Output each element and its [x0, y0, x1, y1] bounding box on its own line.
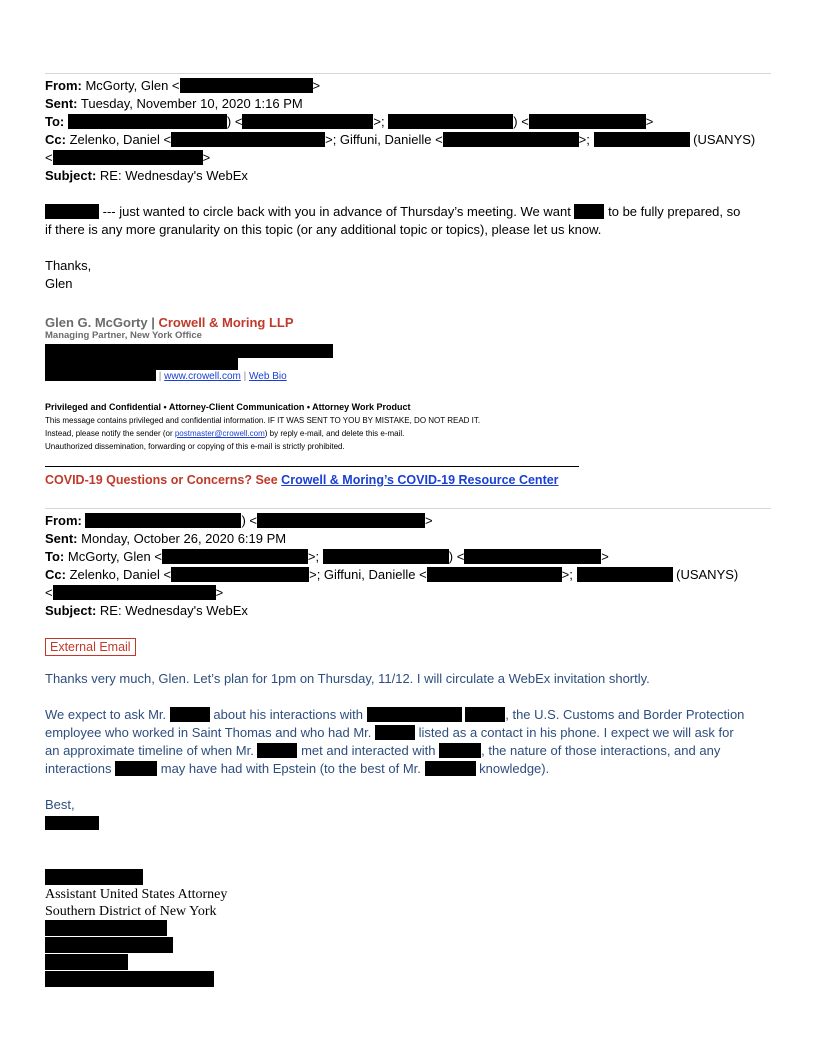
- email1-from: From: McGorty, Glen < >: [45, 78, 321, 93]
- redaction: [464, 549, 601, 564]
- web-bio-link[interactable]: Web Bio: [249, 371, 287, 382]
- redaction: [45, 971, 214, 987]
- redaction: [53, 150, 203, 165]
- sent-value: Monday, October 26, 2020 6:19 PM: [81, 531, 287, 546]
- redaction: [257, 743, 297, 758]
- notice-line2: Instead, please notify the sender (or postmaster@crowell.com) by reply e-mail, and delete this e-mail.: [45, 429, 405, 438]
- subject-value: RE: Wednesday's WebEx: [99, 603, 248, 618]
- email1-to: To: ) < >; ) < >: [45, 114, 654, 129]
- redaction: [115, 761, 157, 776]
- redaction: [180, 78, 313, 93]
- covid-resource-link[interactable]: Crowell & Moring’s COVID-19 Resource Center: [281, 473, 559, 487]
- best-text: Best,: [45, 797, 75, 812]
- redaction: [45, 369, 156, 381]
- email2-subject: [45, 602, 248, 620]
- redaction: [257, 513, 425, 528]
- email2-p2-line1: We expect to ask Mr. about his interactions with , the U.S. Customs and Border Protection: [45, 707, 745, 722]
- redaction: [439, 743, 481, 758]
- redaction: [171, 567, 309, 582]
- cc-name2: >; Giffuni, Danielle <: [309, 567, 427, 582]
- email1-subject: [45, 167, 248, 185]
- redaction: [45, 937, 173, 953]
- signature-name: Glen G. McGorty: [45, 315, 148, 330]
- email1-sent: [45, 95, 303, 113]
- sent-label: Sent:: [45, 96, 78, 111]
- email2-p2-line2: employee who worked in Saint Thomas and who had Mr. listed as a contact in his phone. I expect we will ask for: [45, 725, 734, 740]
- redaction: [45, 954, 128, 970]
- redaction: [45, 869, 143, 885]
- sent-label: Sent:: [45, 531, 78, 546]
- email1-cc-cont: < >: [45, 150, 211, 165]
- email2-sent: [45, 530, 286, 548]
- redaction: [53, 585, 216, 600]
- external-email-tag: External Email: [45, 638, 136, 656]
- redaction: [427, 567, 562, 582]
- from-label: From:: [45, 78, 82, 93]
- website-link[interactable]: www.crowell.com: [164, 371, 241, 382]
- redaction: [45, 204, 99, 219]
- email2-p2-line3: an approximate timeline of when Mr. met and interacted with , the nature of those interactions, and any: [45, 743, 721, 758]
- postmaster-link[interactable]: postmaster@crowell.com: [174, 429, 265, 438]
- redaction: [171, 132, 325, 147]
- top-divider: [45, 73, 771, 74]
- firm-name: Crowell & Moring LLP: [158, 315, 294, 330]
- cc-usanys: (USANYS): [676, 567, 739, 582]
- cc-name1: Zelenko, Daniel <: [69, 132, 172, 147]
- redaction: [45, 920, 167, 936]
- email2-cc: Cc: Zelenko, Daniel < >; Giffuni, Danielle < >; (USANYS): [45, 567, 739, 582]
- redaction: [45, 816, 99, 830]
- notice-line1: This message contains privileged and confidential information. IF IT WAS SENT TO YOU BY MISTAKE, DO NOT READ IT.: [45, 416, 481, 425]
- redaction: [170, 707, 210, 722]
- redaction: [529, 114, 646, 129]
- email2-cc-cont: < >: [45, 585, 224, 600]
- redaction: [242, 114, 373, 129]
- signature-title: Managing Partner, New York Office: [45, 330, 202, 341]
- cc-label: Cc:: [45, 132, 66, 147]
- redaction: [323, 549, 449, 564]
- to-label: To:: [45, 549, 65, 564]
- from-label: From:: [45, 513, 82, 528]
- signature-separator: |: [151, 315, 155, 330]
- redaction: [68, 114, 227, 129]
- redaction: [594, 132, 690, 147]
- email2-p1: Thanks very much, Glen. Let’s plan for 1pm on Thursday, 11/12. I will circulate a WebEx invitation shortly.: [45, 671, 650, 686]
- redaction: [577, 567, 673, 582]
- cc-label: Cc:: [45, 567, 66, 582]
- to-value: McGorty, Glen <: [67, 549, 162, 564]
- redaction: [367, 707, 462, 722]
- redaction: [162, 549, 308, 564]
- body-p1c: if there is any more granularity on this topic (or any additional topic or topics), please let us know.: [45, 222, 602, 237]
- redaction: [443, 132, 579, 147]
- redaction: [465, 707, 505, 722]
- redaction: [85, 513, 241, 528]
- from-value: McGorty, Glen <: [85, 78, 180, 93]
- cc-name1: Zelenko, Daniel <: [69, 567, 172, 582]
- thanks-text: Thanks,: [45, 258, 92, 273]
- covid-line: [45, 471, 559, 489]
- body-p1a: --- just wanted to circle back with you in advance of Thursday’s meeting. We want: [102, 204, 571, 219]
- email1-body-line1: [45, 203, 740, 221]
- signoff-text: Glen: [45, 276, 73, 291]
- redaction: [574, 204, 604, 219]
- email2-to: To: McGorty, Glen < >; ) < >: [45, 549, 609, 564]
- subject-label: Subject:: [45, 603, 97, 618]
- signature-links: | www.crowell.com | Web Bio: [45, 369, 287, 384]
- district-title: Southern District of New York: [45, 904, 217, 919]
- redaction: [425, 761, 476, 776]
- body-p1b: to be fully prepared, so: [608, 204, 741, 219]
- email1-cc: Cc: Zelenko, Daniel < >; Giffuni, Danielle < >; (USANYS): [45, 132, 756, 147]
- email2-from: From: ) < >: [45, 513, 433, 528]
- privileged-notice: Privileged and Confidential • Attorney-Client Communication • Attorney Work Product: [45, 402, 411, 412]
- sent-value: Tuesday, November 10, 2020 1:16 PM: [80, 96, 303, 111]
- redaction: [375, 725, 415, 740]
- notice-line3: Unauthorized dissemination, forwarding or copying of this e-mail is strictly prohibited.: [45, 442, 345, 451]
- external-email-row: [45, 638, 136, 656]
- email2-divider: [45, 508, 771, 509]
- redaction: [45, 344, 333, 358]
- cc-usanys: (USANYS): [693, 132, 756, 147]
- email2-p2-line4: interactions may have had with Epstein (to the best of Mr. knowledge).: [45, 761, 550, 776]
- email1-body-line2: [45, 221, 601, 239]
- subject-value: RE: Wednesday's WebEx: [99, 168, 248, 183]
- to-label: To:: [45, 114, 65, 129]
- signature-rule: [45, 466, 579, 467]
- subject-label: Subject:: [45, 168, 97, 183]
- ausa-title: Assistant United States Attorney: [45, 887, 228, 902]
- cc-name2: >; Giffuni, Danielle <: [325, 132, 443, 147]
- covid-text: COVID-19 Questions or Concerns? See: [45, 473, 282, 487]
- redaction: [388, 114, 513, 129]
